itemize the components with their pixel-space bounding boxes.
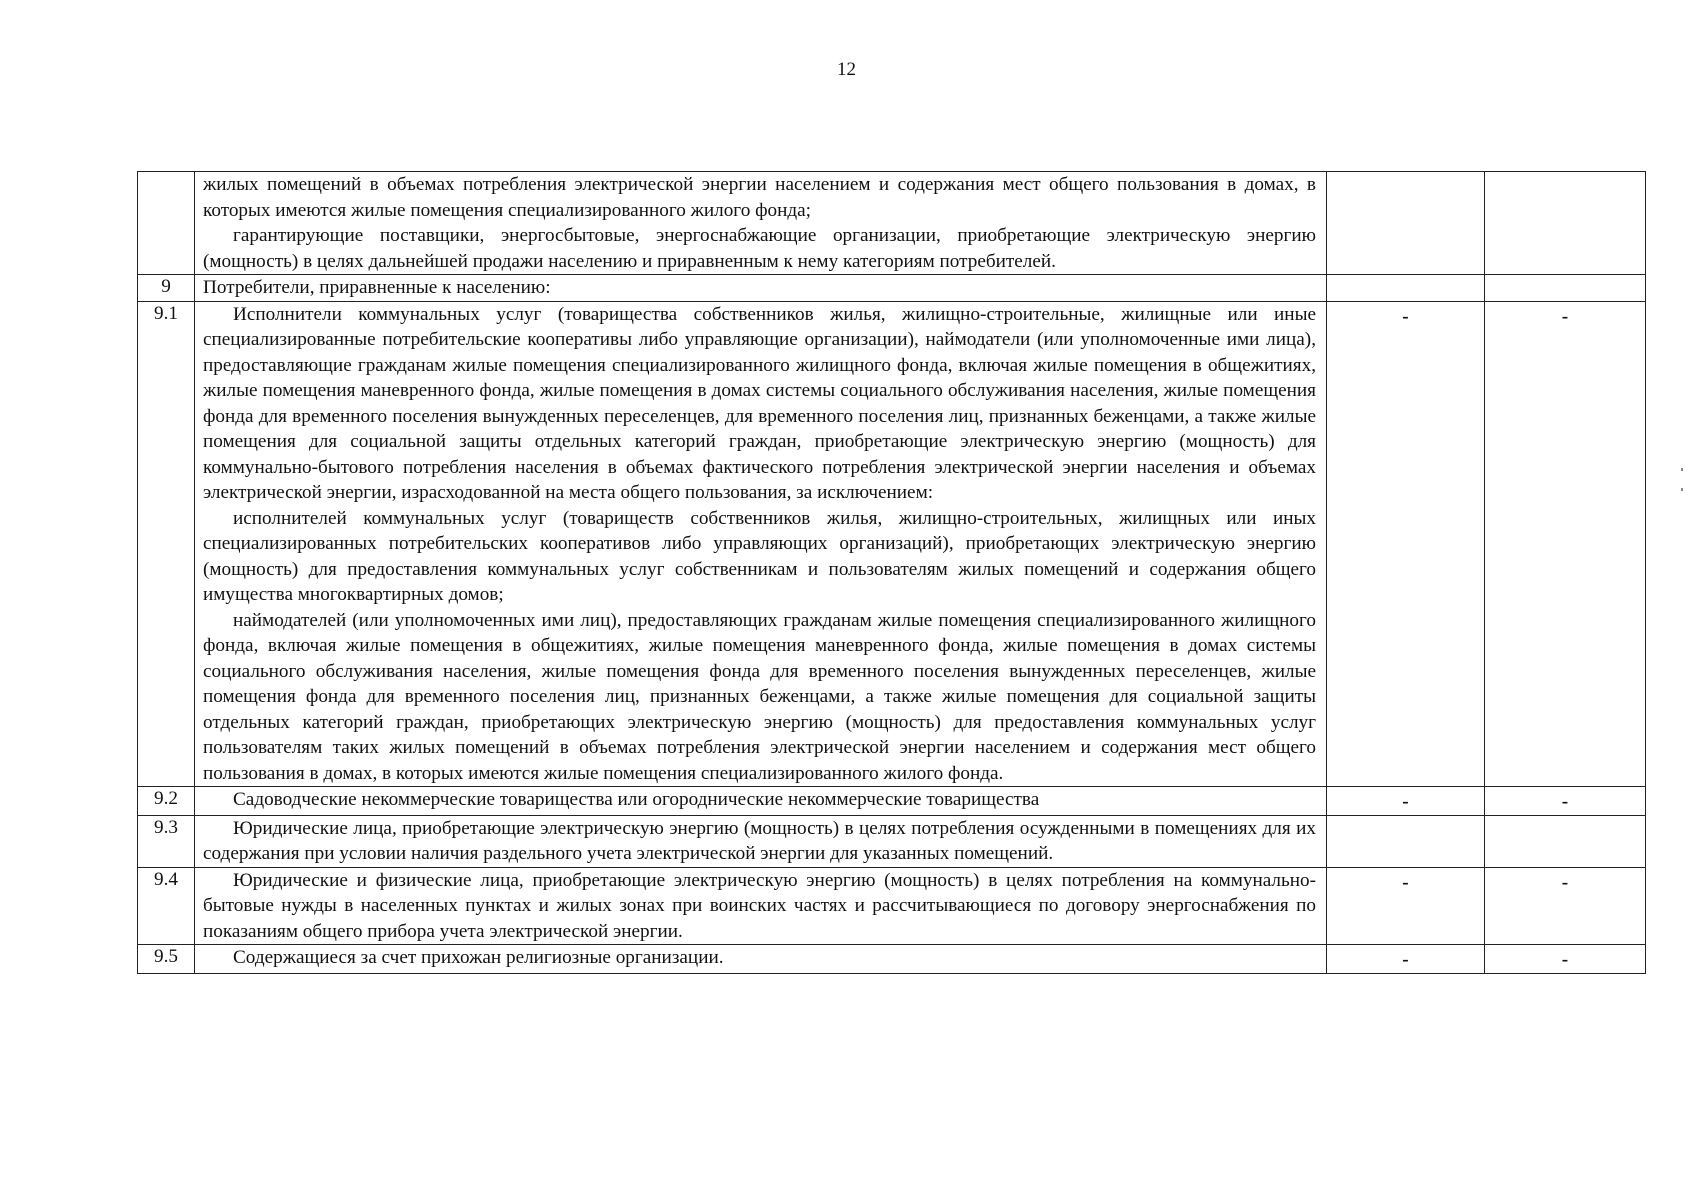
row-description-cell <box>195 275 1327 302</box>
value-dash: - <box>1402 949 1409 970</box>
row-value-b-cell <box>1485 787 1646 816</box>
row-paragraph: Садоводческие некоммерческие товарищества или огороднические некоммерческие товарищества <box>233 789 1040 810</box>
table-row-9 <box>138 275 1646 302</box>
value-dash: - <box>1561 949 1569 970</box>
row-paragraph: Юридические лица, приобретающие электрическую энергию (мощность) в целях потребления осужденными в помещениях для их содержания при условии наличия раздельного учета электрической энергии для указанных помещений. <box>203 817 1316 864</box>
row-value-a-cell <box>1327 172 1485 275</box>
page-number: 12 <box>837 59 856 80</box>
row-value-b-cell <box>1485 867 1646 945</box>
row-number-cell: 9.1 <box>138 301 195 787</box>
row-value-a-cell <box>1327 945 1485 974</box>
table-row-9-2 <box>138 787 1646 816</box>
value-dash: - <box>1402 305 1409 327</box>
table-row-9-4 <box>138 867 1646 945</box>
value-dash: - <box>1561 305 1569 327</box>
row-description-cell <box>195 172 1327 275</box>
row-value-b-cell <box>1485 815 1646 867</box>
row-description-cell <box>195 301 1327 787</box>
row-number-cell: 9.4 <box>138 867 195 945</box>
table-row-9-1 <box>138 301 1646 787</box>
value-dash: - <box>1402 871 1409 893</box>
value-dash: - <box>1402 791 1409 812</box>
row-description-cell <box>195 787 1327 816</box>
table-row-continuation <box>138 172 1646 275</box>
row-paragraph: исполнителей коммунальных услуг (товариществ собственников жилья, жилищно-строительных, жилищных или иных специализированных потребительских кооперативов либо управляющих организаций), приобретающих электрическую энергию (мощность) для предоставления коммунальных услуг собственникам и пользователям жилых помещений и содержания общего имущества многоквартирных домов; <box>203 507 1316 605</box>
continuation-paragraph: жилых помещений в объемах потребления электрической энергии населением и содержания мест общего пользования в домах, в которых имеются жилые помещения специализированного жилого фонда; <box>203 174 1316 221</box>
row-value-b-cell <box>1485 275 1646 302</box>
scan-speck <box>1681 488 1683 491</box>
row-description-cell <box>195 867 1327 945</box>
row-value-a-cell <box>1327 301 1485 787</box>
row-description-cell <box>195 945 1327 974</box>
value-dash: - <box>1561 791 1569 812</box>
scan-speck <box>1681 468 1683 471</box>
row-paragraph: Исполнители коммунальных услуг (товарищества собственников жилья, жилищно-строительные, жилищные или иные специализированные потребительские кооперативы либо управляющие организации), наймодатели (или уполномоченные ими лица), предоставляющие гражданам жилые помещения специализированного жилищного фонда, включая жилые помещения в общежитиях, жилые помещения маневренного фонда, жилые помещения в домах системы социального обслуживания населения, жилые помещения фонда для временного поселения вынужденных переселенцев, для временного поселения лиц, признанных беженцами, а также жилые помещения для социальной защиты отдельных категорий граждан, приобретающие электрическую энергию (мощность) для коммунально-бытового потребления населения в объемах фактического потребления электрической энергии населения и объемах электрической энергии, израсходованной на места общего пользования, за исключением: <box>203 303 1316 503</box>
row-description-cell <box>195 815 1327 867</box>
table-row-9-3 <box>138 815 1646 867</box>
row-value-a-cell <box>1327 275 1485 302</box>
row-value-b-cell <box>1485 172 1646 275</box>
value-dash: - <box>1561 871 1569 893</box>
row-value-a-cell <box>1327 867 1485 945</box>
row-value-b-cell <box>1485 945 1646 974</box>
row-number-cell: 9.2 <box>138 787 195 816</box>
row-paragraph: наймодателей (или уполномоченных ими лиц), предоставляющих гражданам жилые помещения специализированного жилищного фонда, включая жилые помещения в общежитиях, жилые помещения маневренного фонда, жилые помещения в домах системы социального обслуживания населения, жилые помещения фонда для временного поселения вынужденных переселенцев, жилые помещения фонда для временного поселения лиц, признанных беженцами, а также жилые помещения для социальной защиты отдельных категорий граждан, приобретающих электрическую энергию (мощность) для предоставления коммунальных услуг пользователям таких жилых помещений в объемах потребления электрической энергии населением и содержания мест общего пользования в домах, в которых имеются жилые помещения специализированного жилого фонда. <box>203 609 1316 784</box>
row-paragraph: Юридические и физические лица, приобретающие электрическую энергию (мощность) в целях потребления на коммунально-бытовые нужды в населенных пунктах и жилых зонах при воинских частях и рассчитывающиеся по договору энергоснабжения по показаниям общего прибора учета электрической энергии. <box>203 869 1316 942</box>
continuation-paragraph: гарантирующие поставщики, энергосбытовые, энергоснабжающие организации, приобретающие электрическую энергию (мощность) в целях дальнейшей продажи населению и приравненным к нему категориям потребителей. <box>203 225 1316 272</box>
row-value-a-cell <box>1327 787 1485 816</box>
row-heading-text: Потребители, приравненные к населению: <box>203 277 551 298</box>
table-row-9-5 <box>138 945 1646 974</box>
row-number-cell: 9.5 <box>138 945 195 974</box>
row-number-cell: 9.3 <box>138 815 195 867</box>
row-number-cell: 9 <box>138 275 195 302</box>
row-paragraph: Содержащиеся за счет прихожан религиозные организации. <box>233 947 724 968</box>
tariff-table <box>137 171 1646 974</box>
row-number-cell <box>138 172 195 275</box>
row-value-b-cell <box>1485 301 1646 787</box>
row-value-a-cell <box>1327 815 1485 867</box>
